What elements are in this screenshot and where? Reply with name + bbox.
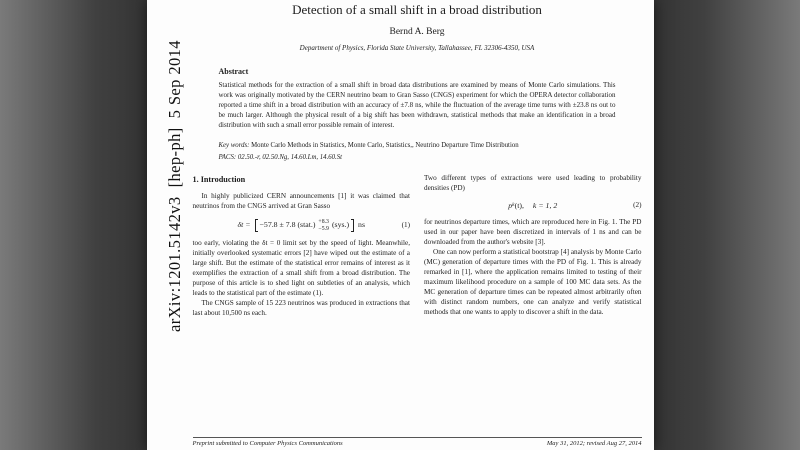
equation-1-sup: +8.3 xyxy=(318,218,329,225)
page-footer xyxy=(193,437,642,448)
left-bracket xyxy=(255,219,258,232)
author-name: Bernd A. Berg xyxy=(389,27,445,37)
equation-1-tail: (sys.) xyxy=(331,220,350,230)
equation-1-main: −57.8 ± 7.8 (stat.) xyxy=(259,220,316,230)
equation-1-unit: ns xyxy=(358,220,365,230)
equation-2-symbol: p xyxy=(508,200,513,210)
equation-2-condition: k = 1, 2 xyxy=(532,200,558,210)
equation-1-lhs: δt = xyxy=(237,220,251,230)
arxiv-watermark: arXiv:1201.5142v3 [hep-ph] 5 Sep 2014 xyxy=(164,40,184,332)
equation-2 xyxy=(424,201,642,212)
equation-1-number: (1) xyxy=(401,220,410,229)
keywords-line xyxy=(219,142,616,149)
footer-preprint-note: Preprint submitted to Computer Physics Communications xyxy=(192,440,343,447)
paper-page xyxy=(147,0,654,450)
abstract-heading: Abstract xyxy=(218,67,249,76)
pacs-line: PACS: 02.50.-r, 02.50.Ng, 14.60.Lm, 14.60.St xyxy=(218,153,343,161)
intro-paragraph-2: too early, violating the δt = 0 limit set by the speed of light. Meanwhile, initially overlooked systematic errors [2] have wiped out the estimate of a large shift. But the estimate of the statistical error remains of interest as it exemplifies the extraction of a small shift from a broad distribution. The purpose of this article is to shed light on subtleties of an analysis, which leads to the statistical part of the estimate (1). xyxy=(192,239,410,297)
col2-paragraph-2: for neutrinos departure times, which are reproduced here in Fig. 1. The PD used in our paper have been discretized in intervals of 1 ns and can be downloaded from the author's website [3]. xyxy=(424,218,642,247)
intro-paragraph-3: The CNGS sample of 15 223 neutrinos was produced in extractions that last about 10,500 ns each. xyxy=(192,298,410,317)
col2-paragraph-1: Two different types of extractions were used leading to probability densities (PD) xyxy=(424,173,642,192)
paper-title: Detection of a small shift in a broad distribution xyxy=(292,2,542,17)
equation-1-sub: −5.9 xyxy=(318,225,329,232)
abstract-text: Statistical methods for the extraction of a small shift in broad data distributions are examined by means of Monte Carlo simulations. This work was originally motivated by the CERN neutrino beam to Gran Sasso (CNGS) experiment for which the OPERA detector collaboration reported a time shift in a broad distribution with an accuracy of ±7.8 ns, while the fluctuation of the average time turns with ±23.8 ns out to be much larger. Although the physical result of a big shift has been withdrawn, statistical methods that make an identification in a broad distribution with such a small error possible remain of interest. xyxy=(218,81,616,129)
col2-paragraph-3: One can now perform a statistical bootstrap [4] analysis by Monte Carlo (MC) generation of departure times with the PD of Fig. 1. This is already remarked in [1], where the application remains limited to testing of their maximum likelihood procedure on a sample of 100 MC data sets. As the MC generation of departure times can be repeated almost arbitrarily often with distinct random numbers, one can analyze and verify statistical methods that one wants to apply to discover a shift in the data. xyxy=(424,248,642,316)
equation-1 xyxy=(193,219,411,232)
left-column xyxy=(193,174,411,319)
equation-1-error-stack xyxy=(318,219,329,232)
equation-2-subscript: k xyxy=(512,202,515,209)
two-column-body xyxy=(193,174,642,319)
right-column xyxy=(424,174,642,319)
keywords-label: Key words: xyxy=(218,141,250,149)
affiliation: Department of Physics, Florida State University, Tallahassee, FL 32306-4350, USA xyxy=(299,44,535,52)
right-bracket xyxy=(351,219,354,232)
equation-2-number: (2) xyxy=(633,200,642,209)
frontmatter xyxy=(219,67,616,161)
paper-content xyxy=(193,0,642,450)
section-heading-introduction: 1. Introduction xyxy=(192,174,246,184)
footer-date: May 31, 2012; revised Aug 27, 2014 xyxy=(546,440,642,447)
intro-paragraph-1: In highly publicized CERN announcements [1] it was claimed that neutrinos from the CNGS arrived at Gran Sasso xyxy=(192,192,410,210)
keywords-text: Monte Carlo Methods in Statistics, Monte Carlo, Statistics,, Neutrino Departure Time Distribution xyxy=(251,141,519,149)
equation-2-mid: (t), xyxy=(514,200,524,210)
